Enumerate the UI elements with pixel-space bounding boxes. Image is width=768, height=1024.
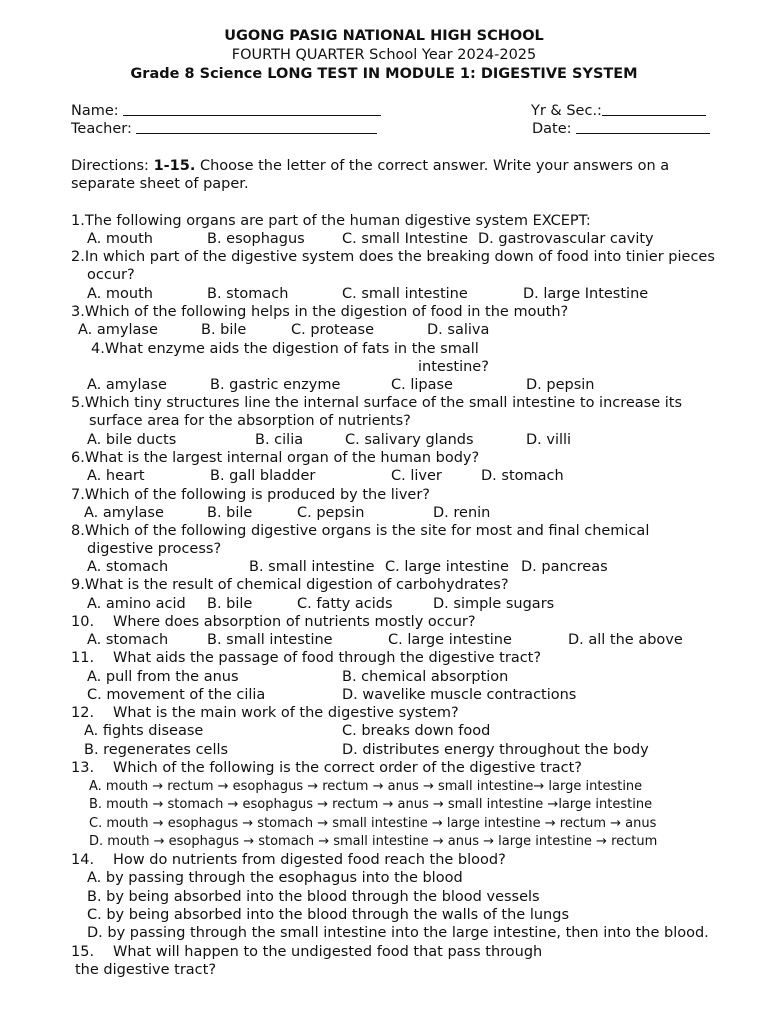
directions-text-cont: separate sheet of paper.	[71, 176, 249, 192]
q13-option-d[interactable]: D. mouth → esophagus → stomach → small intestine → anus → large intestine → rectum	[89, 834, 658, 849]
q14-option-a[interactable]: A. by passing through the esophagus into the blood	[87, 870, 463, 886]
question-4-cont: intestine?	[418, 359, 489, 375]
q5-option-b[interactable]: B. cilia	[255, 432, 304, 448]
question-8: 8.Which of the following digestive organs is the site for most and final chemical	[71, 523, 650, 539]
q11-option-b[interactable]: B. chemical absorption	[342, 669, 509, 685]
q3-option-b[interactable]: B. bile	[201, 322, 247, 338]
q10-option-c[interactable]: C. large intestine	[388, 632, 512, 648]
q6-option-b[interactable]: B. gall bladder	[210, 468, 316, 484]
q8-option-c[interactable]: C. large intestine	[385, 559, 509, 575]
q8-option-d[interactable]: D. pancreas	[521, 559, 608, 575]
q9-option-c[interactable]: C. fatty acids	[297, 596, 393, 612]
q12-option-d[interactable]: D. distributes energy throughout the body	[342, 742, 649, 758]
question-15: What will happen to the undigested food that pass through	[113, 944, 543, 960]
q12-option-c[interactable]: C. breaks down food	[342, 723, 491, 739]
question-14-number: 14.	[71, 852, 95, 868]
q12-option-a[interactable]: A. fights disease	[84, 723, 204, 739]
q4-option-d[interactable]: D. pepsin	[526, 377, 595, 393]
q4-option-a[interactable]: A. amylase	[87, 377, 167, 393]
q4-option-b[interactable]: B. gastric enzyme	[210, 377, 341, 393]
q9-option-d[interactable]: D. simple sugars	[433, 596, 555, 612]
question-13-number: 13.	[71, 760, 95, 776]
question-11-number: 11.	[71, 650, 95, 666]
question-11: What aids the passage of food through the digestive tract?	[113, 650, 542, 666]
date-field[interactable]	[532, 119, 710, 138]
q6-option-d[interactable]: D. stomach	[481, 468, 564, 484]
directions-text: Choose the letter of the correct answer. Write your answers on a	[195, 158, 670, 174]
q3-option-c[interactable]: C. protease	[291, 322, 375, 338]
q1-option-a[interactable]: A. mouth	[87, 231, 153, 247]
question-9: 9.What is the result of chemical digestion of carbohydrates?	[71, 577, 509, 593]
q3-option-a[interactable]: A. amylase	[78, 322, 158, 338]
q5-option-c[interactable]: C. salivary glands	[345, 432, 474, 448]
question-3: 3.Which of the following helps in the digestion of food in the mouth?	[71, 304, 569, 320]
yr-sec-blank[interactable]	[602, 101, 706, 116]
test-title: Grade 8 Science LONG TEST IN MODULE 1: DIGESTIVE SYSTEM	[130, 66, 638, 82]
q2-option-b[interactable]: B. stomach	[207, 286, 289, 302]
q10-option-a[interactable]: A. stomach	[87, 632, 169, 648]
name-field[interactable]	[71, 101, 381, 120]
q2-option-a[interactable]: A. mouth	[87, 286, 153, 302]
q7-option-a[interactable]: A. amylase	[84, 505, 164, 521]
question-12-number: 12.	[71, 705, 95, 721]
q10-option-b[interactable]: B. small intestine	[207, 632, 333, 648]
yr-sec-label: Yr & Sec.:	[531, 103, 602, 119]
q6-option-c[interactable]: C. liver	[391, 468, 442, 484]
question-13: Which of the following is the correct order of the digestive tract?	[113, 760, 582, 776]
question-15-cont: the digestive tract?	[75, 962, 217, 978]
q13-option-b[interactable]: B. mouth → stomach → esophagus → rectum → anus → small intestine →large intestine	[89, 797, 653, 812]
question-4: 4.What enzyme aids the digestion of fats in the small	[91, 341, 479, 357]
q8-option-b[interactable]: B. small intestine	[249, 559, 375, 575]
question-12: What is the main work of the digestive system?	[113, 705, 459, 721]
q11-option-d[interactable]: D. wavelike muscle contractions	[342, 687, 577, 703]
q9-option-a[interactable]: A. amino acid	[87, 596, 186, 612]
q13-option-a[interactable]: A. mouth → rectum → esophagus → rectum → anus → small intestine→ large intestine	[89, 779, 643, 794]
q7-option-b[interactable]: B. bile	[207, 505, 253, 521]
q2-option-c[interactable]: C. small intestine	[342, 286, 468, 302]
q11-option-c[interactable]: C. movement of the cilia	[87, 687, 266, 703]
directions-label: Directions:	[71, 158, 154, 174]
question-2-cont: occur?	[87, 267, 135, 283]
question-6: 6.What is the largest internal organ of the human body?	[71, 450, 480, 466]
name-label: Name:	[71, 103, 119, 119]
q9-option-b[interactable]: B. bile	[207, 596, 253, 612]
q1-option-d[interactable]: D. gastrovascular cavity	[478, 231, 654, 247]
q6-option-a[interactable]: A. heart	[87, 468, 145, 484]
q10-option-d[interactable]: D. all the above	[568, 632, 683, 648]
q14-option-c[interactable]: C. by being absorbed into the blood through the walls of the lungs	[87, 907, 569, 923]
q5-option-a[interactable]: A. bile ducts	[87, 432, 177, 448]
q1-option-b[interactable]: B. esophagus	[207, 231, 305, 247]
q13-option-c[interactable]: C. mouth → esophagus → stomach → small intestine → large intestine → rectum → anus	[89, 816, 657, 831]
q7-option-d[interactable]: D. renin	[433, 505, 491, 521]
question-2: 2.In which part of the digestive system does the breaking down of food into tinier pieces	[71, 249, 715, 265]
directions	[71, 157, 669, 175]
q14-option-d[interactable]: D. by passing through the small intestine into the large intestine, then into the blood.	[87, 925, 709, 941]
date-label: Date:	[532, 121, 572, 137]
teacher-label: Teacher:	[71, 121, 132, 137]
question-5-cont: surface area for the absorption of nutrients?	[89, 413, 411, 429]
q12-option-b[interactable]: B. regenerates cells	[84, 742, 229, 758]
yr-sec-field[interactable]	[531, 101, 706, 120]
q4-option-c[interactable]: C. lipase	[391, 377, 453, 393]
question-5: 5.Which tiny structures line the internal surface of the small intestine to increase its	[71, 395, 683, 411]
q2-option-d[interactable]: D. large Intestine	[523, 286, 649, 302]
question-7: 7.Which of the following is produced by the liver?	[71, 487, 430, 503]
directions-range: 1-15.	[153, 158, 196, 174]
question-10-number: 10.	[71, 614, 95, 630]
question-15-number: 15.	[71, 944, 95, 960]
q7-option-c[interactable]: C. pepsin	[297, 505, 365, 521]
question-1: 1.The following organs are part of the human digestive system EXCEPT:	[71, 213, 591, 229]
q8-option-a[interactable]: A. stomach	[87, 559, 169, 575]
name-blank[interactable]	[123, 101, 381, 116]
q3-option-d[interactable]: D. saliva	[427, 322, 490, 338]
q5-option-d[interactable]: D. villi	[526, 432, 572, 448]
q14-option-b[interactable]: B. by being absorbed into the blood through the blood vessels	[87, 889, 540, 905]
q11-option-a[interactable]: A. pull from the anus	[87, 669, 239, 685]
q1-option-c[interactable]: C. small Intestine	[342, 231, 469, 247]
date-blank[interactable]	[576, 119, 710, 134]
teacher-blank[interactable]	[136, 119, 377, 134]
question-8-cont: digestive process?	[87, 541, 222, 557]
school-name: UGONG PASIG NATIONAL HIGH SCHOOL	[224, 28, 544, 44]
school-year: FOURTH QUARTER School Year 2024-2025	[231, 47, 537, 63]
question-10: Where does absorption of nutrients mostly occur?	[113, 614, 476, 630]
teacher-field[interactable]	[71, 119, 377, 138]
question-14: How do nutrients from digested food reach the blood?	[113, 852, 506, 868]
